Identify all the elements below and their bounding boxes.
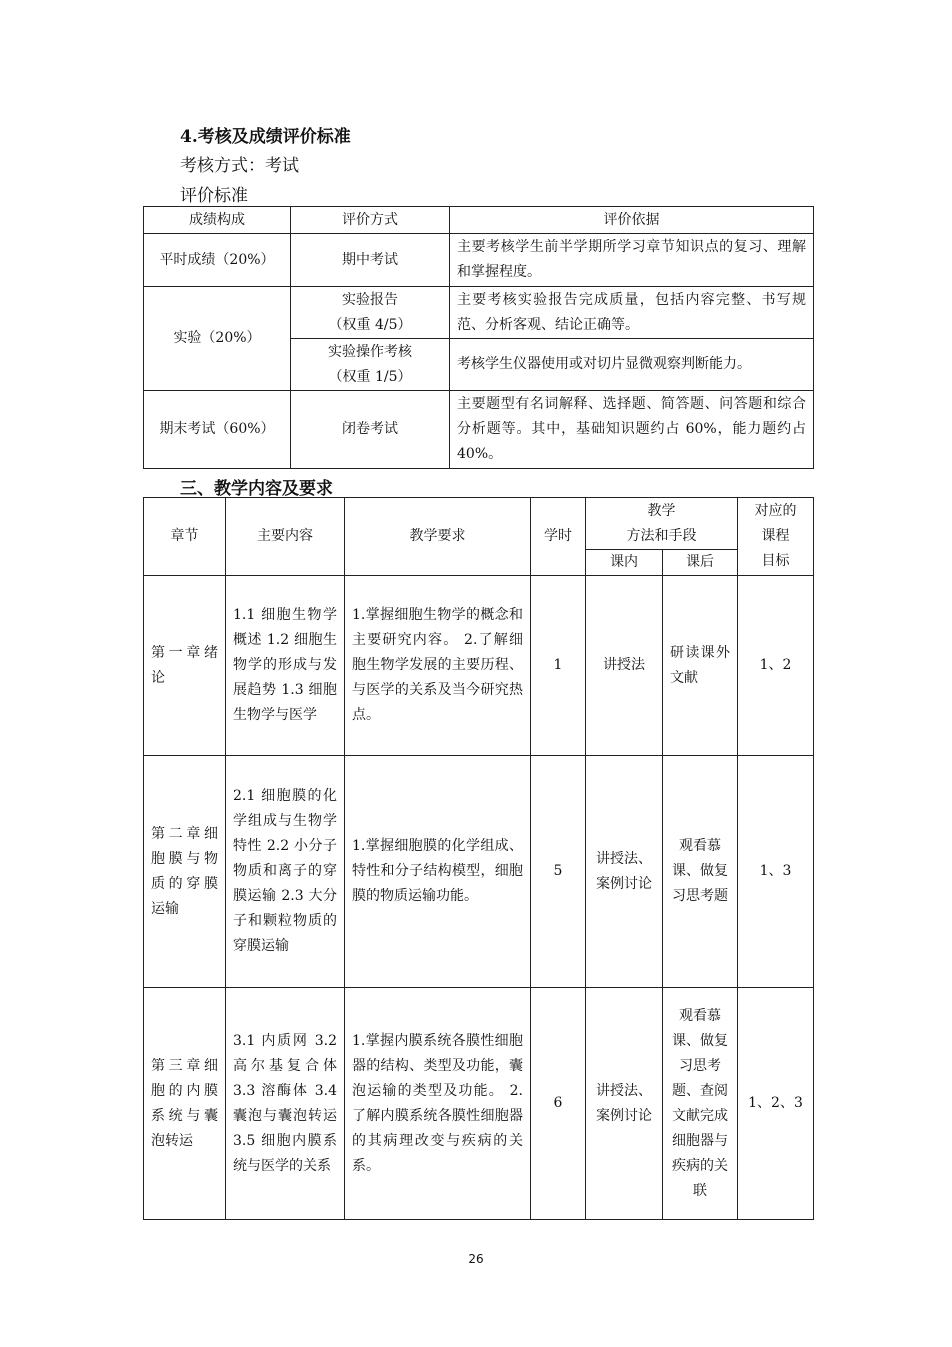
method-cell	[291, 339, 450, 391]
table-row	[144, 234, 814, 287]
target-cell: 1、2	[738, 576, 814, 756]
teaching-content-table	[143, 497, 814, 1220]
table-header-row	[144, 498, 814, 550]
table-row	[144, 287, 814, 339]
evaluation-table	[143, 206, 814, 469]
hours-cell: 1	[531, 576, 586, 756]
section-heading-assessment: 4.考核及成绩评价标准	[180, 127, 351, 147]
basis-cell: 主要考核学生前半学期所学习章节知识点的复习、理解和掌握程度。	[450, 234, 814, 287]
header-cell: 成绩构成	[144, 207, 291, 234]
header-requirements: 教学要求	[345, 498, 531, 576]
header-cell: 评价方式	[291, 207, 450, 234]
header-cell: 评价依据	[450, 207, 814, 234]
table-header-row	[144, 207, 814, 234]
table-row	[144, 756, 814, 988]
table-row	[144, 391, 814, 469]
after-class-cell: 观看慕课、做复习思考题、查阅文献完成细胞器与疾病的关联	[663, 988, 738, 1220]
header-content: 主要内容	[226, 498, 345, 576]
basis-cell: 主要题型有名词解释、选择题、简答题、问答题和综合分析题等。其中，基础知识题约占 60%，能力题约占 40%。	[450, 391, 814, 469]
method-weight: （权重 4/5）	[328, 316, 412, 333]
chapter-cell: 第一章绪论	[144, 576, 226, 756]
header-target-line: 课程	[761, 528, 790, 544]
requirements-cell: 1.掌握细胞生物学的概念和主要研究内容。 2.了解细胞生物学发展的主要历程、与医学的关系及当今研究热点。	[345, 576, 531, 756]
method-line: 实验操作考核	[328, 343, 412, 360]
after-class-cell: 观看慕课、做复习思考题	[663, 756, 738, 988]
in-class-cell: 讲授法、案例讨论	[586, 756, 663, 988]
component-cell: 实验（20%）	[144, 287, 291, 391]
header-hours: 学时	[531, 498, 586, 576]
header-target	[738, 498, 814, 576]
content-cell: 2.1 细胞膜的化学组成与生物学特性 2.2 小分子物质和离子的穿膜运输 2.3 大分子和颗粒物质的穿膜运输	[226, 756, 345, 988]
content-cell: 1.1 细胞生物学概述 1.2 细胞生物学的形成与发展趋势 1.3 细胞生物学与医学	[226, 576, 345, 756]
method-cell: 闭卷考试	[291, 391, 450, 469]
target-cell: 1、2、3	[738, 988, 814, 1220]
header-method	[586, 498, 738, 550]
method-cell	[291, 287, 450, 339]
target-cell: 1、3	[738, 756, 814, 988]
table-row	[144, 988, 814, 1220]
header-in-class: 课内	[586, 550, 663, 576]
after-class-cell: 研读课外文献	[663, 576, 738, 756]
page-number: 26	[468, 1252, 484, 1266]
header-target-line: 对应的	[754, 503, 797, 519]
section-heading-teaching-content: 三、教学内容及要求	[180, 479, 333, 499]
method-line: 实验报告	[342, 291, 398, 308]
header-after-class: 课后	[663, 550, 738, 576]
method-weight: （权重 1/5）	[328, 368, 412, 385]
basis-cell: 考核学生仪器使用或对切片显微观察判断能力。	[450, 339, 814, 391]
component-cell: 平时成绩（20%）	[144, 234, 291, 287]
chapter-cell: 第三章细胞的内膜系统与囊泡转运	[144, 988, 226, 1220]
criteria-label: 评价标准	[180, 186, 248, 206]
in-class-cell: 讲授法	[586, 576, 663, 756]
requirements-cell: 1.掌握内膜系统各膜性细胞器的结构、类型及功能，囊泡运输的类型及功能。 2.了解内膜系统各膜性细胞器的其病理改变与疾病的关系。	[345, 988, 531, 1220]
table-row	[144, 576, 814, 756]
method-cell: 期中考试	[291, 234, 450, 287]
component-cell: 期末考试（60%）	[144, 391, 291, 469]
in-class-cell: 讲授法、案例讨论	[586, 988, 663, 1220]
hours-cell: 6	[531, 988, 586, 1220]
content-cell: 3.1 内质网 3.2 高尔基复合体 3.3 溶酶体 3.4 囊泡与囊泡转运 3.5 细胞内膜系统与医学的关系	[226, 988, 345, 1220]
chapter-cell: 第二章细胞膜与物质的穿膜运输	[144, 756, 226, 988]
exam-method-text: 考核方式：考试	[180, 156, 299, 176]
basis-cell: 主要考核实验报告完成质量，包括内容完整、书写规范、分析客观、结论正确等。	[450, 287, 814, 339]
header-method-line: 方法和手段	[626, 527, 697, 544]
header-chapter: 章节	[144, 498, 226, 576]
header-target-line: 目标	[761, 553, 790, 569]
header-method-line: 教学	[647, 502, 676, 519]
hours-cell: 5	[531, 756, 586, 988]
requirements-cell: 1.掌握细胞膜的化学组成、特性和分子结构模型，细胞膜的物质运输功能。	[345, 756, 531, 988]
